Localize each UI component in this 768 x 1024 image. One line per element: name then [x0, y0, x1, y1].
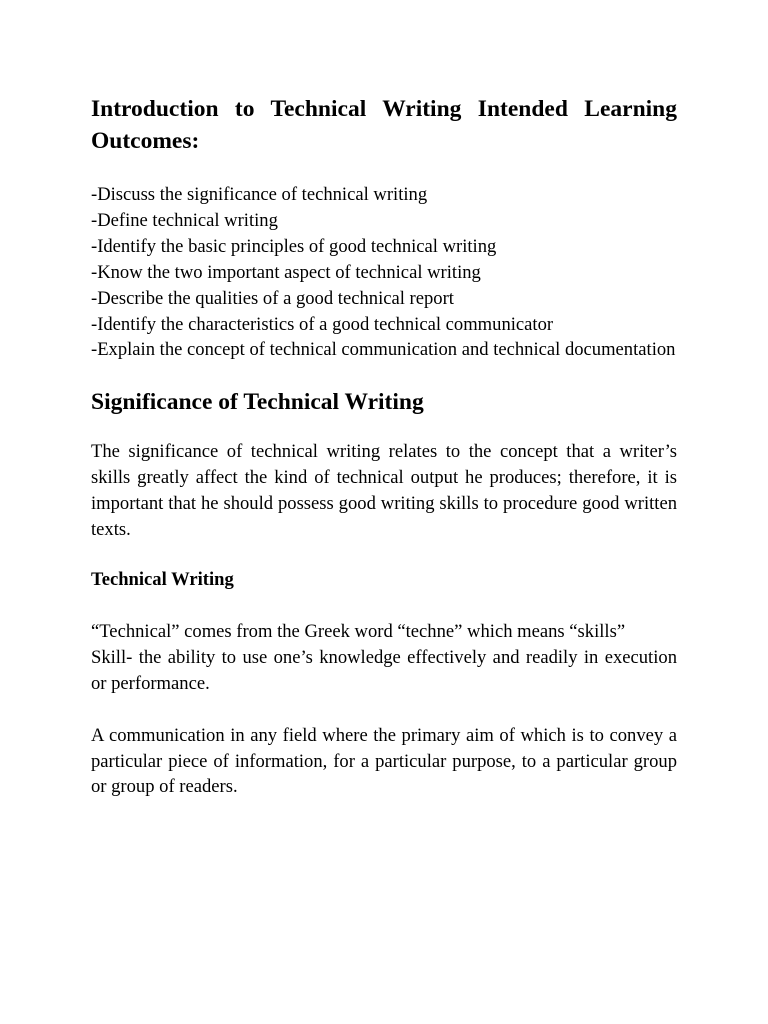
- list-item: -Discuss the significance of technical writing: [91, 184, 428, 205]
- significance-paragraph: The significance of technical writing relates to the concept that a writer’s skills greatly affect the kind of technical output he produces; therefore, it is important that he should possess good writing skills to procedure good written texts.: [91, 441, 677, 541]
- document-title: Introduction to Technical Writing Intended Learning Outcomes:: [91, 96, 677, 154]
- document-page: [91, 93, 677, 800]
- communication-paragraph: A communication in any field where the primary aim of which is to convey a particular piece of information, for a particular purpose, to a particular group or group of readers.: [91, 724, 677, 798]
- section-heading: Significance of Technical Writing: [91, 389, 424, 416]
- definition-paragraph: [91, 619, 677, 697]
- definition-line: “Technical” comes from the Greek word “techne” which means “skills”: [91, 620, 626, 642]
- subheading: Technical Writing: [91, 568, 234, 590]
- list-item: -Identify the characteristics of a good technical communicator: [91, 313, 554, 335]
- list-item: -Explain the concept of technical communication and technical documentation: [91, 339, 676, 361]
- list-item: -Describe the qualities of a good technical report: [91, 287, 454, 309]
- definition-line: Skill- the ability to use one’s knowledge effectively and readily in execution or performance.: [91, 646, 677, 694]
- learning-outcomes-list: [91, 182, 677, 363]
- list-item: -Know the two important aspect of technical writing: [91, 261, 481, 283]
- list-item: -Identify the basic principles of good technical writing: [91, 235, 497, 257]
- list-item: -Define technical writing: [91, 209, 278, 231]
